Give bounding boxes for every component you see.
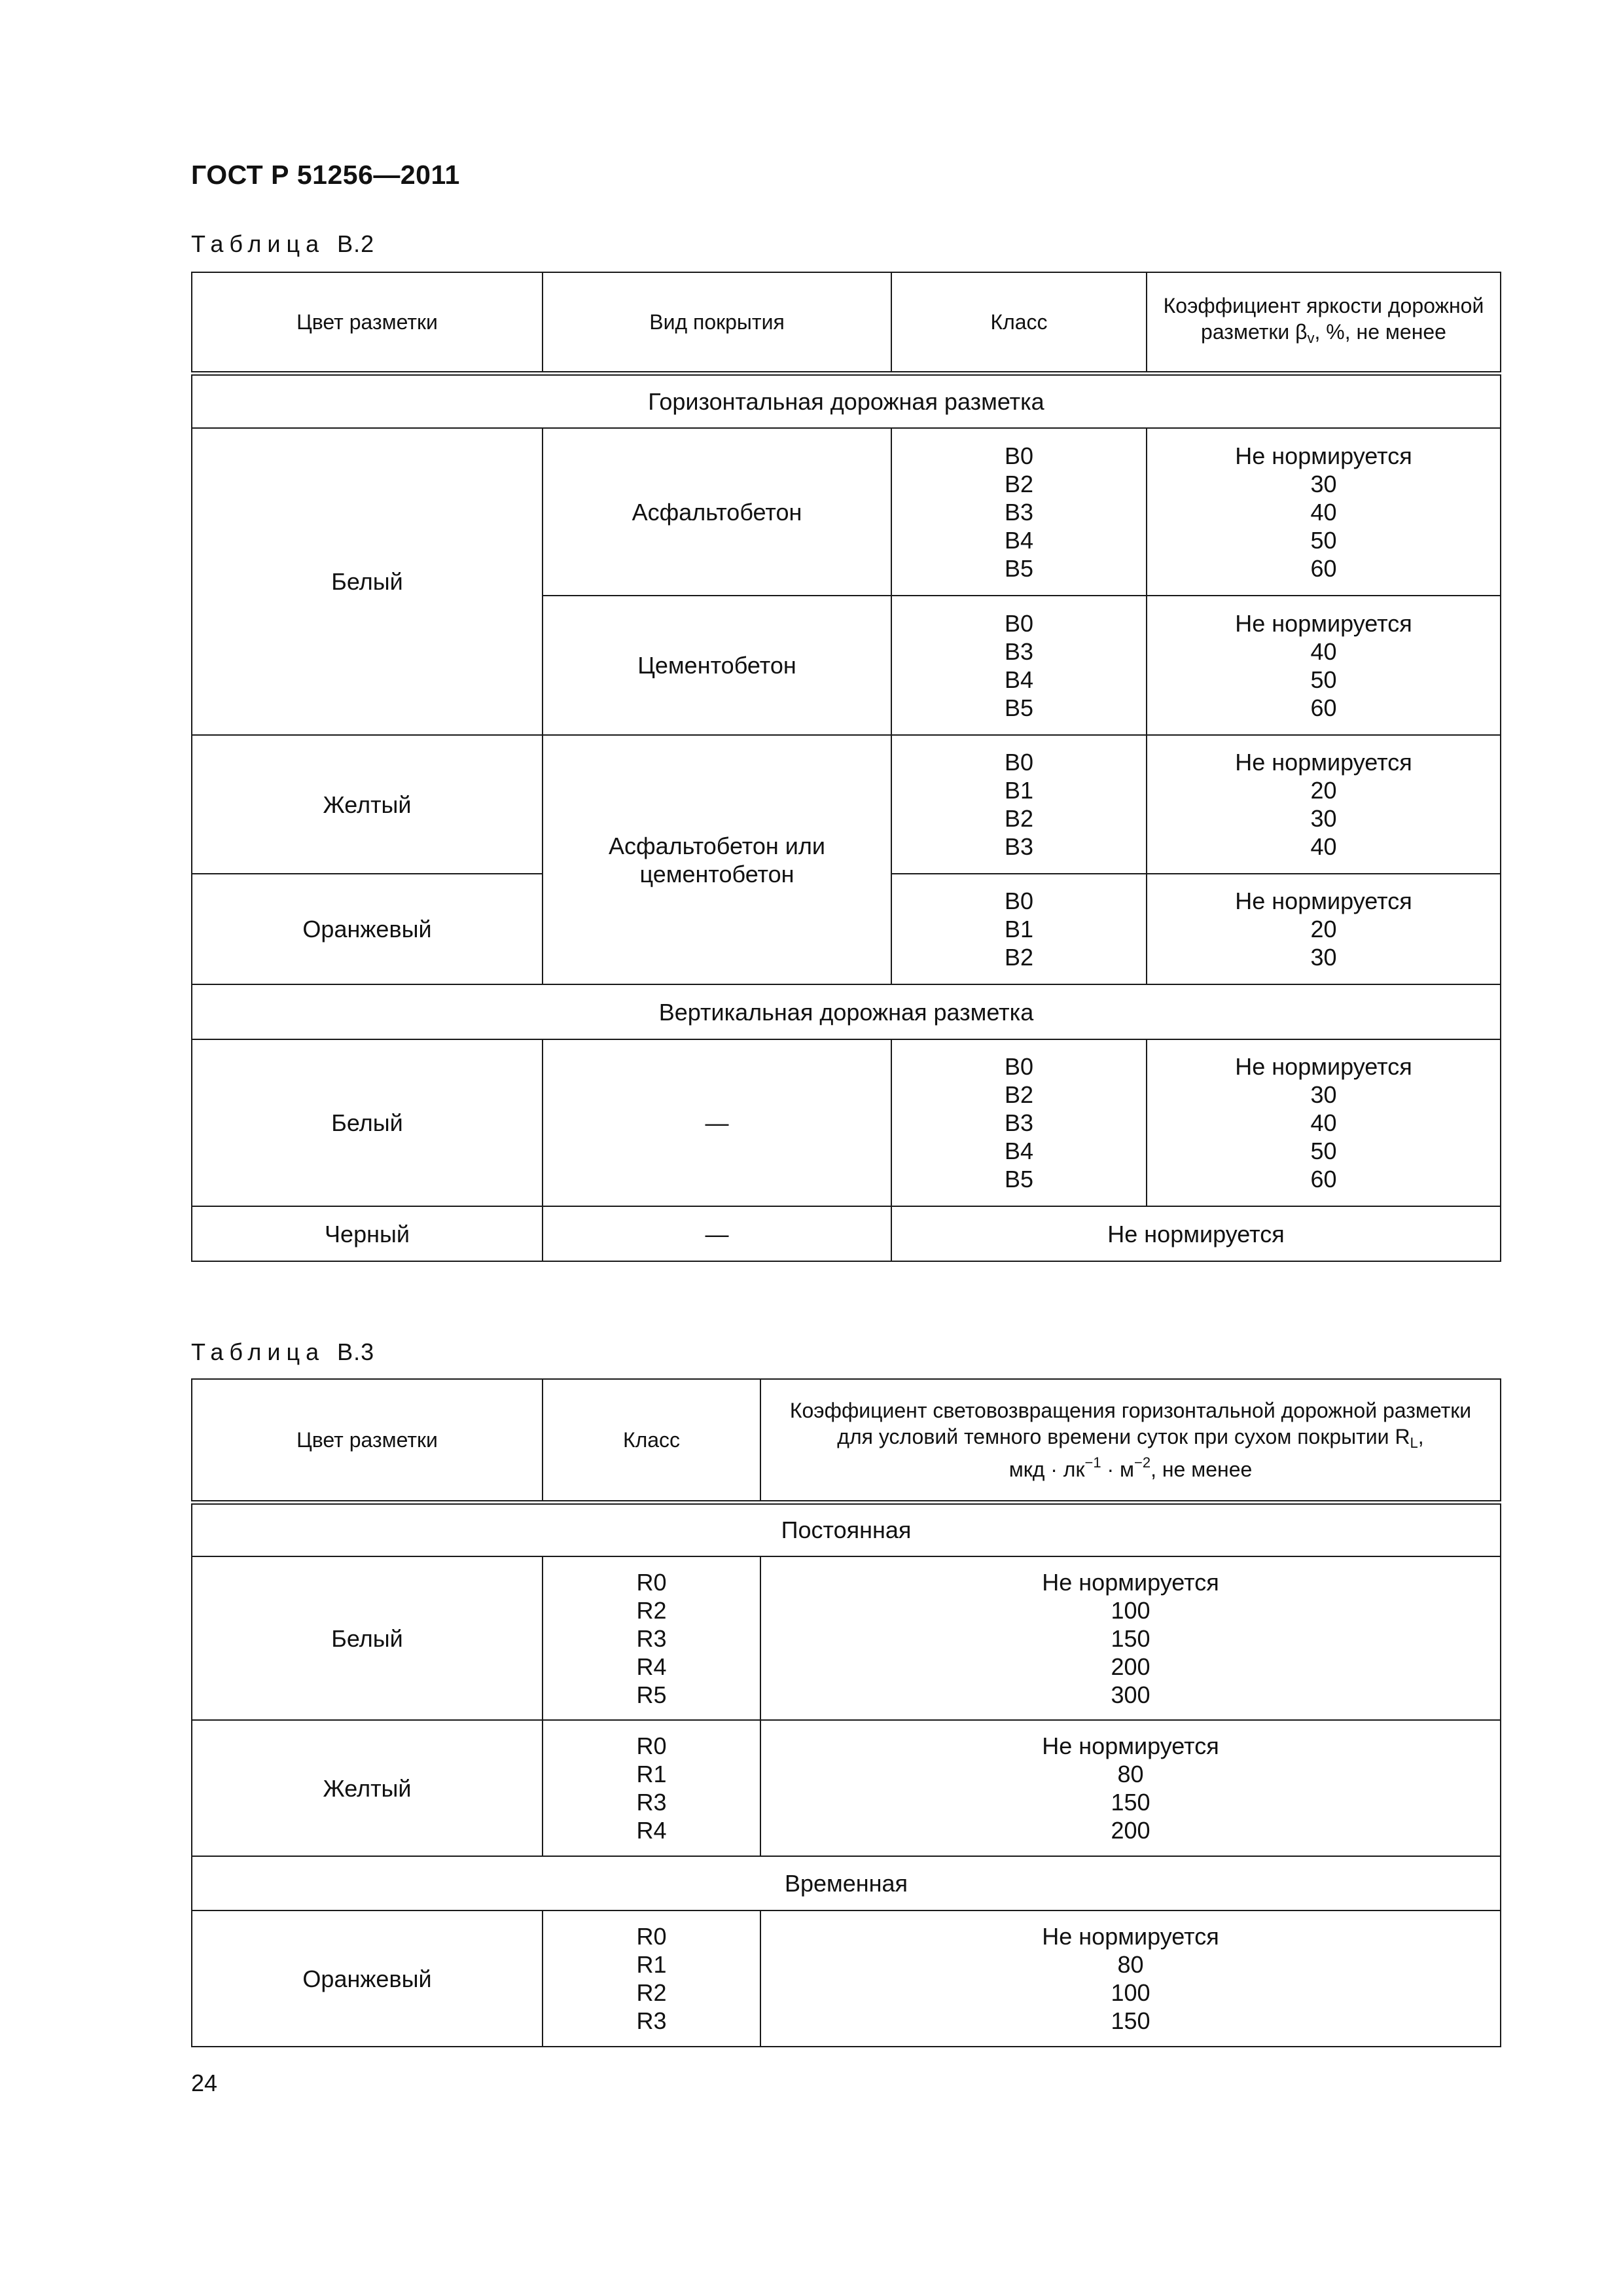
section-row: [192, 984, 1501, 1039]
coefficient-value: Не нормируется: [1235, 442, 1412, 469]
cell-value-list: [1147, 428, 1501, 596]
cell-color-orange: Оранжевый: [192, 1910, 543, 2047]
coefficient-value: 60: [1310, 694, 1337, 721]
coefficient-value: 40: [1310, 498, 1337, 526]
coefficient-value: 30: [1310, 944, 1337, 971]
coefficient-value: 300: [1111, 1681, 1150, 1708]
table-row: [192, 1039, 1501, 1206]
section-row: [192, 373, 1501, 428]
coefficient-value: Не нормируется: [1235, 749, 1412, 776]
caption-number: В.2: [337, 230, 375, 257]
class-code: R1: [636, 1761, 667, 1787]
coefficient-value: 30: [1310, 470, 1337, 497]
coefficient-value: 20: [1310, 916, 1337, 942]
table-b2: [191, 272, 1501, 1262]
cell-surface-asphalt: Асфальтобетон: [543, 428, 891, 596]
class-code: R0: [636, 1732, 667, 1759]
table-row: [192, 735, 1501, 874]
table-row: [192, 428, 1501, 596]
cell-class-list: [543, 1720, 760, 1856]
cell-surface-dash: —: [543, 1039, 891, 1206]
coef-superscript1: −1: [1084, 1454, 1101, 1471]
class-code: R3: [636, 2007, 667, 2034]
class-code: В0: [1004, 1053, 1034, 1080]
coefficient-value: 20: [1310, 777, 1337, 804]
cell-color-yellow: Желтый: [192, 1720, 543, 1856]
coefficient-value: Не нормируется: [1042, 1732, 1219, 1759]
coef-line1: Коэффициент яркости дорожной: [1163, 293, 1484, 317]
col-header-coefficient: [760, 1379, 1501, 1502]
coefficient-value: 40: [1310, 637, 1337, 665]
class-code: В1: [1004, 777, 1034, 804]
class-code: R4: [636, 1817, 667, 1844]
coefficient-value: 100: [1111, 1979, 1150, 2006]
class-code: В2: [1004, 1081, 1034, 1108]
table-row: [192, 1720, 1501, 1856]
cell-value-list: [1147, 596, 1501, 735]
col-header-color: Цвет разметки: [192, 272, 543, 373]
class-code: В3: [1004, 833, 1034, 860]
coef-subscript: L: [1410, 1434, 1418, 1451]
coefficient-value: 50: [1310, 526, 1337, 554]
surface-line2: цементобетон: [639, 860, 794, 888]
class-code: В4: [1004, 1138, 1034, 1164]
cell-value-list: [1147, 735, 1501, 874]
coefficient-value: Не нормируется: [1042, 1568, 1219, 1596]
class-code: В3: [1004, 637, 1034, 665]
coefficient-value: Не нормируется: [1042, 1923, 1219, 1950]
class-code: В0: [1004, 442, 1034, 469]
table-b2-caption: [191, 230, 374, 258]
table-row: [192, 1556, 1501, 1720]
col-header-surface: Вид покрытия: [543, 272, 891, 373]
coef-line3c: , не менее: [1150, 1457, 1253, 1481]
table-row: [192, 1910, 1501, 2047]
coefficient-value: 50: [1310, 1138, 1337, 1164]
class-code: R3: [636, 1789, 667, 1816]
coefficient-value: 200: [1111, 1817, 1150, 1844]
section-permanent: Постоянная: [192, 1502, 1501, 1556]
coefficient-value: Не нормируется: [1235, 609, 1412, 637]
coef-tail: , %, не менее: [1314, 319, 1446, 344]
class-code: В5: [1004, 1166, 1034, 1193]
cell-surface-asphalt-or-cement: [543, 735, 891, 984]
cell-surface-cement: Цементобетон: [543, 596, 891, 735]
coefficient-value: 60: [1310, 1166, 1337, 1193]
caption-number: В.3: [337, 1338, 375, 1365]
class-code: В1: [1004, 916, 1034, 942]
coefficient-value: 40: [1310, 1109, 1337, 1136]
coefficient-value: 200: [1111, 1653, 1150, 1680]
cell-value-list: [760, 1556, 1501, 1720]
cell-class-list: [891, 428, 1147, 596]
coef-line2-tail: ,: [1418, 1424, 1424, 1448]
class-code: R0: [636, 1568, 667, 1596]
coef-superscript2: −2: [1134, 1454, 1151, 1471]
class-code: В5: [1004, 694, 1034, 721]
coefficient-value: 100: [1111, 1596, 1150, 1624]
class-code: В3: [1004, 498, 1034, 526]
coefficient-value: 80: [1117, 1951, 1144, 1978]
table-b3-caption: [191, 1338, 374, 1366]
class-code: В0: [1004, 749, 1034, 776]
caption-word: Таблица: [191, 230, 325, 257]
class-code: В4: [1004, 526, 1034, 554]
coef-line2: для условий темного времени суток при сухом покрытии R: [837, 1424, 1410, 1448]
class-code: R4: [636, 1653, 667, 1680]
coef-line3a: мкд · лк: [1008, 1457, 1085, 1481]
col-header-class: Класс: [891, 272, 1147, 373]
caption-word: Таблица: [191, 1338, 325, 1365]
class-code: R3: [636, 1624, 667, 1652]
class-code: R2: [636, 1979, 667, 2006]
section-temporary: Временная: [192, 1856, 1501, 1910]
coefficient-value: 150: [1111, 1624, 1150, 1652]
cell-value-list: [1147, 874, 1501, 984]
col-header-coefficient: [1147, 272, 1501, 373]
coefficient-value: 150: [1111, 2007, 1150, 2034]
coefficient-value: Не нормируется: [1235, 1053, 1412, 1080]
cell-color-white: Белый: [192, 428, 543, 735]
coef-line2: разметки β: [1201, 319, 1308, 344]
coefficient-value: 60: [1310, 554, 1337, 582]
document-code: ГОСТ Р 51256—2011: [191, 160, 460, 190]
coefficient-value: 40: [1310, 833, 1337, 860]
coefficient-value: Не нормируется: [1235, 888, 1412, 914]
class-code: R0: [636, 1923, 667, 1950]
table-b3: [191, 1378, 1501, 2047]
cell-value-list: [760, 1720, 1501, 1856]
class-code: R2: [636, 1596, 667, 1624]
cell-color-yellow: Желтый: [192, 735, 543, 874]
cell-not-normalized: Не нормируется: [891, 1206, 1501, 1261]
coefficient-value: 80: [1117, 1761, 1144, 1787]
cell-color-white: Белый: [192, 1039, 543, 1206]
col-header-class: Класс: [543, 1379, 760, 1502]
cell-color-black: Черный: [192, 1206, 543, 1261]
class-code: В4: [1004, 666, 1034, 693]
class-code: R1: [636, 1951, 667, 1978]
coefficient-value: 30: [1310, 1081, 1337, 1108]
class-code: В0: [1004, 609, 1034, 637]
cell-color-white: Белый: [192, 1556, 543, 1720]
table-header-row: [192, 272, 1501, 373]
coef-line3b: · м: [1101, 1457, 1134, 1481]
class-code: В0: [1004, 888, 1034, 914]
cell-color-orange: Оранжевый: [192, 874, 543, 984]
class-code: R5: [636, 1681, 667, 1708]
col-header-color: Цвет разметки: [192, 1379, 543, 1502]
cell-class-list: [891, 735, 1147, 874]
section-row: [192, 1856, 1501, 1910]
class-code: В2: [1004, 805, 1034, 832]
cell-value-list: [760, 1910, 1501, 2047]
cell-class-list: [543, 1556, 760, 1720]
cell-surface-dash: —: [543, 1206, 891, 1261]
page-number: 24: [191, 2070, 218, 2096]
class-code: В3: [1004, 1109, 1034, 1136]
coefficient-value: 50: [1310, 666, 1337, 693]
table-header-row: [192, 1379, 1501, 1502]
coefficient-value: 30: [1310, 805, 1337, 832]
cell-class-list: [891, 1039, 1147, 1206]
class-code: В2: [1004, 944, 1034, 971]
section-horizontal: Горизонтальная дорожная разметка: [192, 373, 1501, 428]
surface-line1: Асфальтобетон или: [609, 832, 825, 859]
coefficient-value: 150: [1111, 1789, 1150, 1816]
section-row: [192, 1502, 1501, 1556]
cell-class-list: [891, 596, 1147, 735]
section-vertical: Вертикальная дорожная разметка: [192, 984, 1501, 1039]
coef-subscript: v: [1307, 329, 1315, 346]
table-row: [192, 1206, 1501, 1261]
class-code: В2: [1004, 470, 1034, 497]
cell-class-list: [543, 1910, 760, 2047]
class-code: В5: [1004, 554, 1034, 582]
cell-value-list: [1147, 1039, 1501, 1206]
cell-class-list: [891, 874, 1147, 984]
coef-line1: Коэффициент световозвращения горизонтальной дорожной разметки: [789, 1398, 1472, 1422]
